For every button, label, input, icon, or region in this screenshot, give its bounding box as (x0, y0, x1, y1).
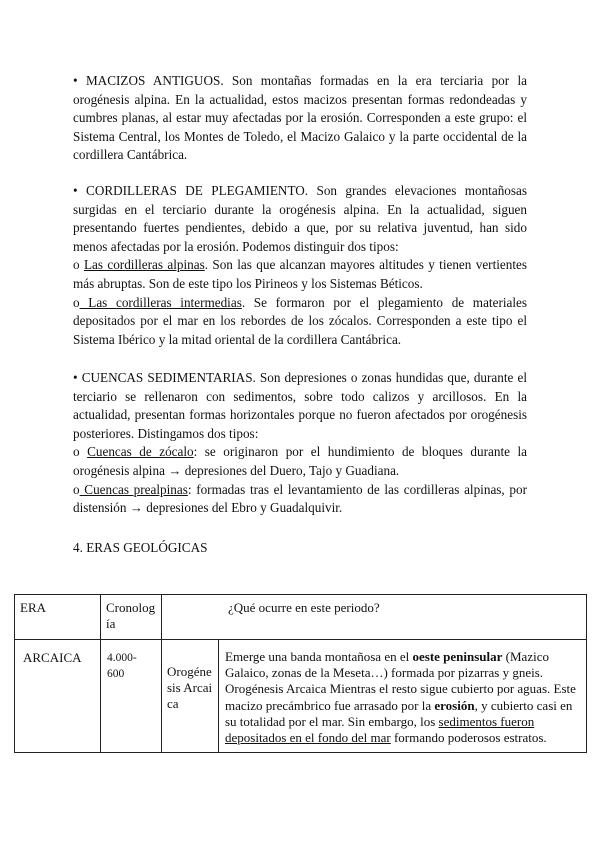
cell-era: ARCAICA (15, 640, 101, 753)
bullet: • (73, 73, 78, 88)
list-marker: o (73, 444, 88, 460)
section-macizos-antiguos (73, 72, 527, 165)
section-title: CORDILLERAS DE PLEGAMIENTO (86, 183, 305, 198)
eras-table (14, 594, 587, 753)
section-cordilleras-de-plegamiento (73, 182, 527, 349)
list-term: Las cordilleras alpinas (83, 257, 205, 273)
cell-cronologia: 4.000- 600 (101, 640, 162, 753)
desc-bold: erosión (434, 697, 475, 713)
list-marker: o (73, 294, 80, 310)
paragraph (73, 72, 527, 165)
paragraph (73, 369, 527, 443)
list-term: Las cordilleras intermedias (79, 294, 242, 310)
bullet: • (73, 370, 78, 385)
list-term: Cuencas de zócalo (87, 444, 194, 460)
desc-text: Emerge una banda montañosa en el (225, 649, 413, 664)
table-row (15, 640, 587, 753)
header-cronologia: Cronolog ía (101, 595, 162, 640)
list-text: . Son las que alcanzan mayores altitudes y tienen vertientes más abruptas. Son de este tipo los Pirineos y los Sistemas Béticos. (73, 257, 527, 291)
table-header-row (15, 595, 587, 640)
list-text: . Se formaron por el plegamiento de materiales depositados por el mar en los rebordes de los zócalos. Corresponden a este tipo el Sistema Ibérico y la mitad oriental de la cordillera Cantábrica. (73, 294, 527, 347)
header-que-ocurre: ¿Qué ocurre en este periodo? (162, 595, 587, 640)
list-text: : se originaron por el hundimiento de bloques durante la orogénesis alpina → depresiones del Duero, Tajo y Guadiana. (73, 444, 527, 478)
desc-text: formando poderosos estratos. (390, 730, 547, 746)
bullet: • (73, 183, 78, 198)
section-cuencas-sedimentarias (73, 369, 527, 518)
section-heading-eras-geologicas: 4. ERAS GEOLÓGICAS (73, 540, 208, 555)
header-era: ERA (15, 595, 101, 640)
list-item (73, 256, 527, 293)
list-marker: o (73, 481, 80, 497)
desc-text: (Mazico Galaico, zonas de la Meseta…) formada por pizarras y gneis. Orogénesis Arcaica Mientras el resto sigue cubierto por aguas. Este macizo precámbrico fue arrasado por la (225, 649, 576, 713)
list-item (73, 481, 527, 518)
paragraph (73, 182, 527, 256)
section-text: . Son depresiones o zonas hundidas que, durante el terciario se rellenaron con sedimentos, sobre todo calizos y arcillosos. En la actualidad, presentan formas horizontales porque no fueron afectados por orogénesis posteriores. Distingamos dos tipos: (73, 370, 527, 441)
list-text: : formadas tras el levantamiento de las cordilleras alpinas, por distensión → depresiones del Ebro y Guadalquivir. (73, 481, 527, 516)
section-text: . Son grandes elevaciones montañosas surgidas en el terciario durante la orogénesis alpina. En la actualidad, siguen presentando fuertes pendientes, debido a que, por su relativa juventud, han sido menos afectadas por la erosión. Podemos distinguir dos tipos: (73, 183, 527, 254)
cell-event: Orogénesis Arcaica (162, 640, 219, 753)
list-term: Cuencas prealpinas (79, 481, 188, 497)
list-marker: o (73, 257, 84, 273)
desc-text: , y cubierto casi en su totalidad por el mar. Sin embargo, los (225, 697, 573, 729)
desc-underlined: sedimentos fueron depositados en el fondo del mar (225, 713, 535, 746)
list-item (73, 294, 527, 350)
list-item (73, 443, 527, 480)
cell-description (219, 640, 587, 753)
section-title: CUENCAS SEDIMENTARIAS (81, 370, 253, 385)
desc-bold: oeste peninsular (412, 649, 503, 664)
section-text: . Son montañas formadas en la era terciaria por la orogénesis alpina. En la actualidad, estos macizos presentan formas redondeadas y cumbres planas, al estar muy afectadas por la erosión. Corresponden a este grupo: el Sistema Central, los Montes de Toledo, el Macizo Galaico y la parte occidental de la cordillera Cantábrica. (73, 73, 528, 163)
section-title: MACIZOS ANTIGUOS (85, 73, 221, 88)
